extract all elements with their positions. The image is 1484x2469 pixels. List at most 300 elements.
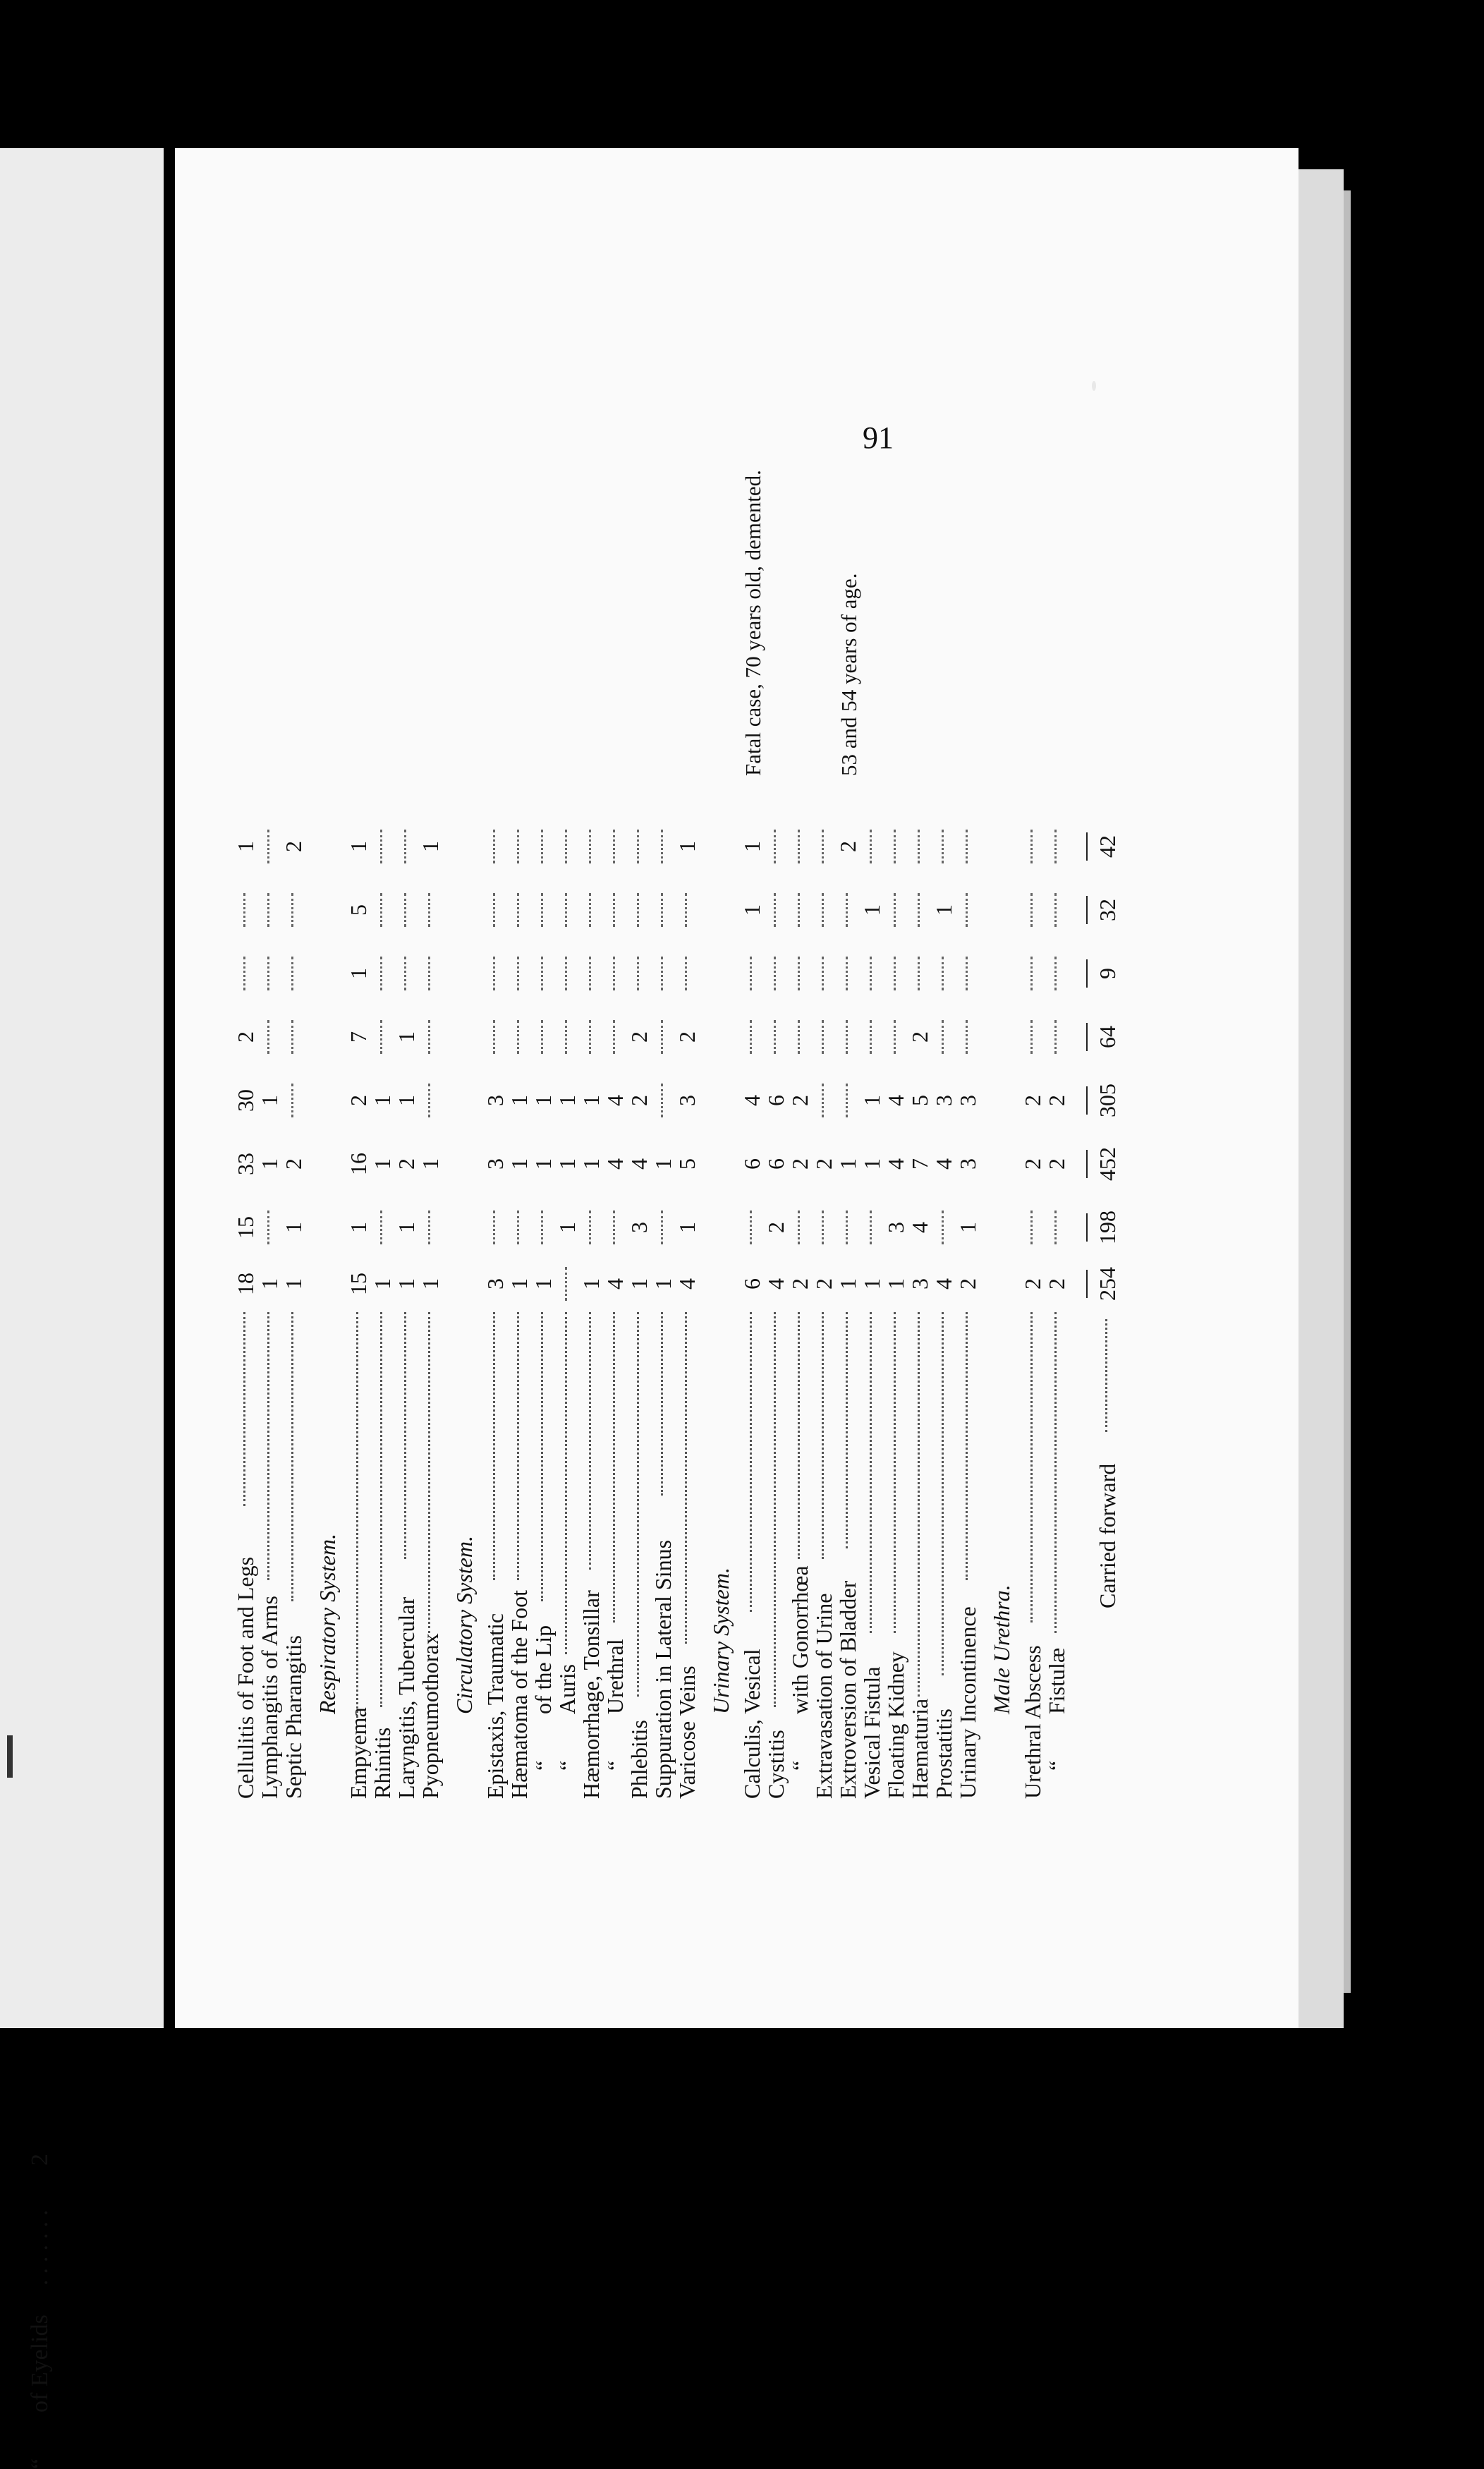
empty-cell xyxy=(267,957,269,990)
row-label: Epistaxis, Traumatic xyxy=(482,1613,508,1799)
row-label: Urethral xyxy=(602,1639,628,1714)
cell-value: 3 xyxy=(626,1222,652,1233)
cell-value: 1 xyxy=(578,1158,604,1170)
cell-value: 2 xyxy=(394,1158,419,1170)
table-row xyxy=(578,741,604,1799)
total-rule xyxy=(1086,832,1088,861)
empty-cell xyxy=(1030,893,1033,927)
cell-value: 1 xyxy=(394,1222,419,1233)
empty-cell xyxy=(637,893,639,927)
cell-value: 3 xyxy=(482,1095,508,1106)
empty-cell xyxy=(517,1211,519,1244)
cell-value: 2 xyxy=(626,1031,652,1043)
cell-value: 5 xyxy=(674,1158,700,1170)
empty-cell xyxy=(380,1211,382,1244)
empty-cell xyxy=(822,830,824,863)
cell-value: 1 xyxy=(554,1095,580,1106)
previous-page-dots: ....... xyxy=(27,2204,53,2286)
cell-value: 2 xyxy=(763,1222,789,1233)
cell-value: 5 xyxy=(907,1095,932,1106)
empty-cell xyxy=(661,957,663,990)
empty-cell xyxy=(428,957,430,990)
row-label: Urethral Abscess xyxy=(1020,1645,1045,1799)
total-rule xyxy=(1086,1150,1088,1178)
empty-cell xyxy=(589,1020,591,1054)
cell-value: 5 xyxy=(346,904,371,916)
leader-dots xyxy=(870,1312,872,1633)
cell-value: 4 xyxy=(602,1095,628,1106)
row-label: of the Lip xyxy=(530,1625,556,1714)
leader-dots xyxy=(966,1312,968,1580)
cell-value: 1 xyxy=(370,1278,395,1290)
table-row xyxy=(739,741,765,1799)
empty-cell xyxy=(774,1020,776,1054)
cell-value: 1 xyxy=(739,904,765,916)
empty-cell xyxy=(846,1084,848,1117)
cell-value: 2 xyxy=(1020,1095,1045,1106)
empty-cell xyxy=(565,1267,567,1301)
row-label: Extroversion of Bladder xyxy=(835,1580,860,1799)
cell-value: 4 xyxy=(674,1278,700,1290)
cell-value: 6 xyxy=(739,1278,765,1290)
table-row xyxy=(907,741,932,1799)
cell-value: 1 xyxy=(883,1278,908,1290)
row-label: Auris xyxy=(554,1663,580,1714)
empty-cell xyxy=(870,957,872,990)
row-label: Varicose Veins xyxy=(674,1666,700,1799)
cell-value: 4 xyxy=(739,1095,765,1106)
empty-cell xyxy=(589,1211,591,1244)
cell-value: 1 xyxy=(506,1158,532,1170)
empty-cell xyxy=(428,1020,430,1054)
empty-cell xyxy=(1030,1211,1033,1244)
empty-cell xyxy=(750,957,752,990)
leader-dots xyxy=(1054,1312,1057,1633)
ditto-mark: “ xyxy=(1044,1760,1069,1771)
cell-value: 1 xyxy=(835,1158,860,1170)
empty-cell xyxy=(750,1020,752,1054)
total-rule xyxy=(1086,1213,1088,1242)
empty-cell xyxy=(637,957,639,990)
empty-cell xyxy=(493,1020,495,1054)
empty-cell xyxy=(966,1020,968,1054)
empty-cell xyxy=(822,957,824,990)
cell-value: 1 xyxy=(506,1095,532,1106)
empty-cell xyxy=(613,1211,615,1244)
empty-cell xyxy=(942,1020,944,1054)
previous-page-value: 2 xyxy=(27,2154,53,2166)
row-label: Floating Kidney xyxy=(883,1651,908,1799)
cell-value: 2 xyxy=(955,1278,980,1290)
table-row xyxy=(418,741,443,1799)
empty-cell xyxy=(798,1211,800,1244)
empty-cell xyxy=(774,957,776,990)
empty-cell xyxy=(493,893,495,927)
table-row xyxy=(883,741,908,1799)
leader-dots xyxy=(750,1312,752,1612)
empty-cell xyxy=(428,1211,430,1244)
cell-value: 3 xyxy=(931,1095,956,1106)
empty-cell xyxy=(870,1020,872,1054)
cell-value: 2 xyxy=(1020,1278,1045,1290)
empty-cell xyxy=(613,1020,615,1054)
empty-cell xyxy=(822,1084,824,1117)
cell-value: 1 xyxy=(859,1158,884,1170)
empty-cell xyxy=(243,893,245,927)
cell-value: 4 xyxy=(931,1158,956,1170)
cell-value: 2 xyxy=(907,1031,932,1043)
empty-cell xyxy=(918,830,920,863)
leader-dots xyxy=(613,1312,615,1622)
empty-cell xyxy=(750,1211,752,1244)
total-rule xyxy=(1086,1086,1088,1115)
leader-dots xyxy=(589,1312,591,1570)
row-label: Hæmaturia xyxy=(907,1698,932,1799)
empty-cell xyxy=(404,957,406,990)
section-heading: Circulatory System. xyxy=(451,1536,477,1714)
row-label: Laryngitis, Tubercular xyxy=(394,1596,419,1799)
leader-dots xyxy=(541,1312,543,1601)
empty-cell xyxy=(894,830,896,863)
cell-value: 1 xyxy=(257,1278,282,1290)
cell-value: 2 xyxy=(233,1031,258,1043)
empty-cell xyxy=(404,830,406,863)
ditto-mark: “ xyxy=(787,1760,813,1771)
empty-cell xyxy=(774,893,776,927)
empty-cell xyxy=(380,1020,382,1054)
cell-value: 1 xyxy=(257,1095,282,1106)
total-value: 305 xyxy=(1095,1084,1120,1117)
leader-dots xyxy=(894,1312,896,1633)
table-row xyxy=(626,741,652,1799)
empty-cell xyxy=(541,957,543,990)
empty-cell xyxy=(565,957,567,990)
cell-value: 1 xyxy=(859,1278,884,1290)
table-row xyxy=(506,741,532,1799)
table-row xyxy=(346,741,371,1799)
cell-value: 18 xyxy=(233,1273,258,1295)
empty-cell xyxy=(613,830,615,863)
cell-value: 2 xyxy=(787,1158,813,1170)
cell-value: 2 xyxy=(787,1278,813,1290)
empty-cell xyxy=(493,830,495,863)
empty-cell xyxy=(565,1020,567,1054)
cell-value: 2 xyxy=(281,1158,306,1170)
empty-cell xyxy=(1054,893,1057,927)
cell-value: 1 xyxy=(530,1278,556,1290)
cell-value: 1 xyxy=(394,1031,419,1043)
cell-value: 3 xyxy=(674,1095,700,1106)
cell-value: 2 xyxy=(811,1158,837,1170)
cell-value: 1 xyxy=(281,1222,306,1233)
empty-cell xyxy=(846,1211,848,1244)
empty-cell xyxy=(894,1020,896,1054)
empty-cell xyxy=(589,830,591,863)
empty-cell xyxy=(894,893,896,927)
table-row xyxy=(763,741,789,1799)
empty-cell xyxy=(1054,1211,1057,1244)
leader-dots xyxy=(798,1312,800,1559)
empty-cell xyxy=(1030,957,1033,990)
leader-dots xyxy=(428,1312,430,1633)
empty-cell xyxy=(822,1211,824,1244)
empty-cell xyxy=(661,830,663,863)
leader-dots xyxy=(356,1312,358,1718)
empty-cell xyxy=(685,957,687,990)
cell-value: 7 xyxy=(907,1158,932,1170)
table-row xyxy=(931,741,956,1799)
empty-cell xyxy=(894,957,896,990)
empty-cell xyxy=(380,957,382,990)
cell-value: 2 xyxy=(835,841,860,852)
leader-dots xyxy=(846,1312,848,1548)
empty-cell xyxy=(942,830,944,863)
cell-value: 1 xyxy=(506,1278,532,1290)
cell-value: 4 xyxy=(883,1095,908,1106)
cell-value: 2 xyxy=(626,1095,652,1106)
empty-cell xyxy=(774,830,776,863)
empty-cell xyxy=(565,893,567,927)
empty-cell xyxy=(798,830,800,863)
row-label: Cystitis xyxy=(763,1730,789,1799)
total-value: 42 xyxy=(1095,835,1120,858)
empty-cell xyxy=(565,830,567,863)
previous-page-ditto: “ xyxy=(27,2458,53,2469)
section-heading: Male Urethra. xyxy=(989,1584,1014,1714)
empty-cell xyxy=(870,830,872,863)
cell-value: 4 xyxy=(907,1222,932,1233)
cell-value: 1 xyxy=(931,904,956,916)
cell-value: 6 xyxy=(739,1158,765,1170)
cell-value: 1 xyxy=(650,1278,676,1290)
empty-cell xyxy=(589,893,591,927)
empty-cell xyxy=(822,893,824,927)
cell-value: 2 xyxy=(674,1031,700,1043)
empty-cell xyxy=(589,957,591,990)
cell-value: 1 xyxy=(257,1158,282,1170)
table-row xyxy=(257,741,282,1799)
cell-value: 2 xyxy=(346,1095,371,1106)
table-row xyxy=(530,741,556,1799)
empty-cell xyxy=(267,1211,269,1244)
table-row xyxy=(281,741,306,1799)
leader-dots xyxy=(637,1312,639,1697)
section-heading: Urinary System. xyxy=(708,1567,734,1714)
cell-value: 15 xyxy=(346,1273,371,1295)
cell-value: 1 xyxy=(394,1095,419,1106)
cell-value: 2 xyxy=(1020,1158,1045,1170)
total-value: 9 xyxy=(1095,968,1120,979)
leader-dots xyxy=(1105,1319,1107,1432)
total-rule xyxy=(1086,1270,1088,1298)
cell-value: 1 xyxy=(233,841,258,852)
empty-cell xyxy=(966,893,968,927)
empty-cell xyxy=(291,1084,293,1117)
row-label: with Gonorrhœa xyxy=(787,1565,813,1714)
cell-value: 1 xyxy=(955,1222,980,1233)
cell-value: 3 xyxy=(907,1278,932,1290)
row-label: Hæmorrhage, Tonsillar xyxy=(578,1590,604,1799)
empty-cell xyxy=(870,1211,872,1244)
page-edge-mark xyxy=(7,1735,13,1778)
cell-value: 33 xyxy=(233,1153,258,1175)
row-label: Urinary Incontinence xyxy=(955,1606,980,1799)
cell-value: 1 xyxy=(578,1095,604,1106)
cell-value: 6 xyxy=(763,1158,789,1170)
table-row xyxy=(650,741,676,1799)
cell-value: 4 xyxy=(602,1158,628,1170)
cell-value: 4 xyxy=(602,1278,628,1290)
leader-dots xyxy=(243,1312,245,1506)
previous-page-row xyxy=(27,1058,58,2469)
empty-cell xyxy=(428,893,430,927)
total-rule xyxy=(1086,1023,1088,1051)
empty-cell xyxy=(380,893,382,927)
cell-value: 2 xyxy=(787,1095,813,1106)
leader-dots xyxy=(267,1312,269,1580)
cell-value: 1 xyxy=(370,1158,395,1170)
empty-cell xyxy=(798,957,800,990)
empty-cell xyxy=(798,1020,800,1054)
leader-dots xyxy=(291,1312,293,1601)
cell-value: 2 xyxy=(1044,1278,1069,1290)
row-label: Pyopneumothorax xyxy=(418,1633,443,1799)
empty-cell xyxy=(404,893,406,927)
cell-value: 1 xyxy=(394,1278,419,1290)
empty-cell xyxy=(661,1020,663,1054)
empty-cell xyxy=(685,893,687,927)
row-label: Phlebitis xyxy=(626,1719,652,1799)
cell-value: 1 xyxy=(554,1222,580,1233)
empty-cell xyxy=(243,957,245,990)
leader-dots xyxy=(565,1312,567,1654)
table-row xyxy=(394,741,419,1799)
cell-value: 1 xyxy=(835,1278,860,1290)
total-value: 198 xyxy=(1095,1211,1120,1244)
empty-cell xyxy=(661,893,663,927)
cell-value: 1 xyxy=(281,1278,306,1290)
total-rule xyxy=(1086,896,1088,924)
leader-dots xyxy=(774,1312,776,1707)
cell-value: 1 xyxy=(418,841,443,852)
empty-cell xyxy=(493,1211,495,1244)
empty-cell xyxy=(1030,1020,1033,1054)
table-row xyxy=(674,741,700,1799)
cell-value: 16 xyxy=(346,1153,371,1175)
cell-value: 1 xyxy=(674,1222,700,1233)
cell-value: 4 xyxy=(763,1278,789,1290)
table-row xyxy=(955,741,980,1799)
leader-dots xyxy=(918,1312,920,1697)
cell-value: 15 xyxy=(233,1216,258,1239)
leader-dots xyxy=(661,1312,663,1496)
table-row xyxy=(602,741,628,1799)
ditto-mark: “ xyxy=(554,1760,580,1771)
empty-cell xyxy=(966,957,968,990)
ditto-mark: “ xyxy=(602,1760,628,1771)
cell-value: 1 xyxy=(554,1158,580,1170)
cell-value: 7 xyxy=(346,1031,371,1043)
cell-value: 1 xyxy=(859,904,884,916)
cell-value: 30 xyxy=(233,1089,258,1112)
cell-value: 2 xyxy=(1044,1095,1069,1106)
empty-cell xyxy=(380,830,382,863)
case-table xyxy=(233,35,1361,1799)
table-row xyxy=(370,741,395,1799)
empty-cell xyxy=(661,1084,663,1117)
table-row xyxy=(787,741,813,1799)
cell-value: 3 xyxy=(955,1095,980,1106)
row-label: Extravasation of Urine xyxy=(811,1593,837,1799)
row-label: Empyema xyxy=(346,1707,371,1799)
row-label: Hæmatoma of the Foot xyxy=(506,1590,532,1799)
leader-dots xyxy=(1030,1312,1033,1622)
cell-value: 3 xyxy=(955,1158,980,1170)
cell-value: 3 xyxy=(482,1158,508,1170)
empty-cell xyxy=(267,1020,269,1054)
empty-cell xyxy=(798,893,800,927)
cell-value: 3 xyxy=(883,1222,908,1233)
cell-value: 3 xyxy=(482,1278,508,1290)
cell-value: 2 xyxy=(811,1278,837,1290)
leader-dots xyxy=(685,1312,687,1644)
cell-value: 2 xyxy=(1044,1158,1069,1170)
empty-cell xyxy=(846,957,848,990)
empty-cell xyxy=(1054,957,1057,990)
ditto-mark: “ xyxy=(530,1760,556,1771)
leader-dots xyxy=(380,1312,382,1707)
empty-cell xyxy=(267,893,269,927)
cell-value: 1 xyxy=(346,968,371,979)
empty-cell xyxy=(1054,1020,1057,1054)
total-value: 64 xyxy=(1095,1026,1120,1048)
row-label: Vesical Fistula xyxy=(859,1666,884,1799)
empty-cell xyxy=(541,830,543,863)
empty-cell xyxy=(541,1211,543,1244)
empty-cell xyxy=(428,1084,430,1117)
table-row xyxy=(811,741,837,1799)
table-row xyxy=(233,741,258,1799)
empty-cell xyxy=(517,1020,519,1054)
cell-value: 1 xyxy=(578,1278,604,1290)
empty-cell xyxy=(541,893,543,927)
leader-dots xyxy=(942,1312,944,1675)
section-heading: Respiratory System. xyxy=(315,1534,340,1714)
empty-cell xyxy=(918,893,920,927)
empty-cell xyxy=(267,830,269,863)
empty-cell xyxy=(541,1020,543,1054)
cell-value: 1 xyxy=(418,1278,443,1290)
row-label: Lymphangitis of Arms xyxy=(257,1596,282,1799)
row-note: 53 and 54 years of age. xyxy=(837,573,861,776)
cell-value: 1 xyxy=(346,1222,371,1233)
empty-cell xyxy=(942,957,944,990)
cell-value: 1 xyxy=(530,1095,556,1106)
row-label: Rhinitis xyxy=(370,1727,395,1799)
empty-cell xyxy=(637,830,639,863)
total-value: 32 xyxy=(1095,899,1120,921)
row-label: Prostatitis xyxy=(931,1708,956,1799)
cell-value: 1 xyxy=(626,1278,652,1290)
leader-dots xyxy=(404,1312,406,1559)
cell-value: 1 xyxy=(530,1158,556,1170)
leader-dots xyxy=(493,1312,495,1580)
empty-cell xyxy=(846,1020,848,1054)
table-row xyxy=(859,741,884,1799)
empty-cell xyxy=(1054,830,1057,863)
cell-value: 1 xyxy=(346,841,371,852)
empty-cell xyxy=(291,893,293,927)
